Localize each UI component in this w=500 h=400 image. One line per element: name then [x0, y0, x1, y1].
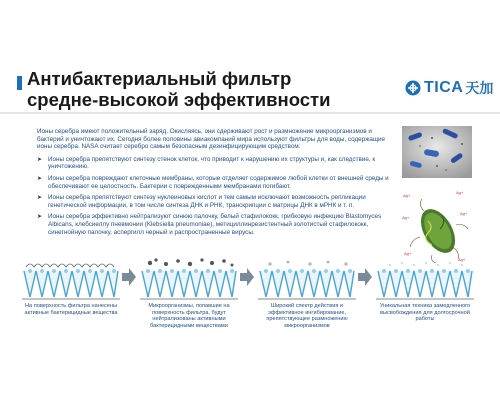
process-stage-2	[140, 257, 238, 301]
bullet-list	[37, 156, 395, 236]
stage-caption-4: Уникальная техника замедленного высвобождения для долгосрочной работы	[379, 303, 471, 323]
stage-arrow-icon	[240, 268, 254, 286]
stage-arrow-icon	[358, 268, 372, 286]
ag-ion-label: Ag+	[402, 215, 410, 220]
logo-cn-text: 天加	[465, 81, 494, 97]
header-divider	[0, 112, 500, 114]
tica-logo-icon	[405, 80, 421, 96]
stage-caption-2: Микроорганизмы, попавшие на поверхность фильтра, будут нейтрализованы активными бактерицидными веществами	[148, 303, 230, 329]
stage-arrow-icon	[122, 268, 136, 286]
filter-fibers	[22, 271, 120, 299]
title-line-2: средне-высокой эффективности	[27, 89, 331, 110]
title-block	[27, 68, 331, 110]
body-content	[37, 128, 395, 240]
bullet-item: ➤ Ионы серебра препятствуют синтезу стенок клеток, что приводит к нарушению их структуры и, как следствие, к уничтожению.	[37, 156, 395, 171]
bullet-item: ➤ Ионы серебра препятствуют синтезу нуклеиновых кислот и тем самым исключают возможность репликации генетической информации, в том числе синтеза ДНК и РНК, транскрипции с матрицы ДНК в мРНК и т. п.	[37, 194, 395, 209]
stage-caption-1: На поверхность фильтра нанесены активные бактерицидные вещества	[24, 303, 118, 316]
ag-ion-label: Ag+	[404, 251, 412, 256]
tica-logo	[405, 78, 493, 98]
ag-ion-label: Ag+	[458, 257, 466, 262]
bullet-item: ➤ Ионы серебра эффективно нейтрализуют синюю палочку, белый стафилококк, грибковую инфекцию Blastomyces Albicans, клебсиеллу пневмонии (Klebsiella pneumoniae), метициллинрезистентный золотистый стафилококк, синегнойную палочку, аспергилл черный и распространенные вирусы.	[37, 213, 395, 236]
title-line-1: Антибактериальный фильтр	[27, 68, 292, 89]
microscope-photo	[402, 126, 472, 178]
process-stage-3	[258, 257, 356, 301]
ag-ion-label: Ag+	[456, 190, 464, 195]
bacteria-illustration	[402, 185, 474, 265]
title-accent-bar	[17, 76, 22, 90]
process-stage-1	[22, 257, 120, 301]
ag-ion-label: Ag+	[460, 211, 468, 216]
intro-paragraph: Ионы серебра имеют положительный заряд. Окисляясь, они сдерживают рост и размножение микроорганизмов и бактерий и уничтожают их. Сегодня более половины авиакомпаний мира используют фильтры для воды, содержащие ионы серебра. NASA считает серебро самым безопасным дезинфицирующим средством.	[37, 128, 386, 151]
ag-ion-label: Ag+	[403, 193, 411, 198]
process-stage-4	[376, 257, 474, 301]
stage-caption-3: Широкий спектр действия и эффективное ингибирование, препятствующее размножению микроорганизмов	[266, 303, 348, 329]
logo-text: TICA	[424, 79, 464, 96]
bullet-item: ➤ Ионы серебра повреждают клеточные мембраны, которые отделяет содержимое любой клетки от внешней среды и обеспечивают ее целостность. Бактерии с поврежденными мембранами погибают.	[37, 175, 395, 190]
